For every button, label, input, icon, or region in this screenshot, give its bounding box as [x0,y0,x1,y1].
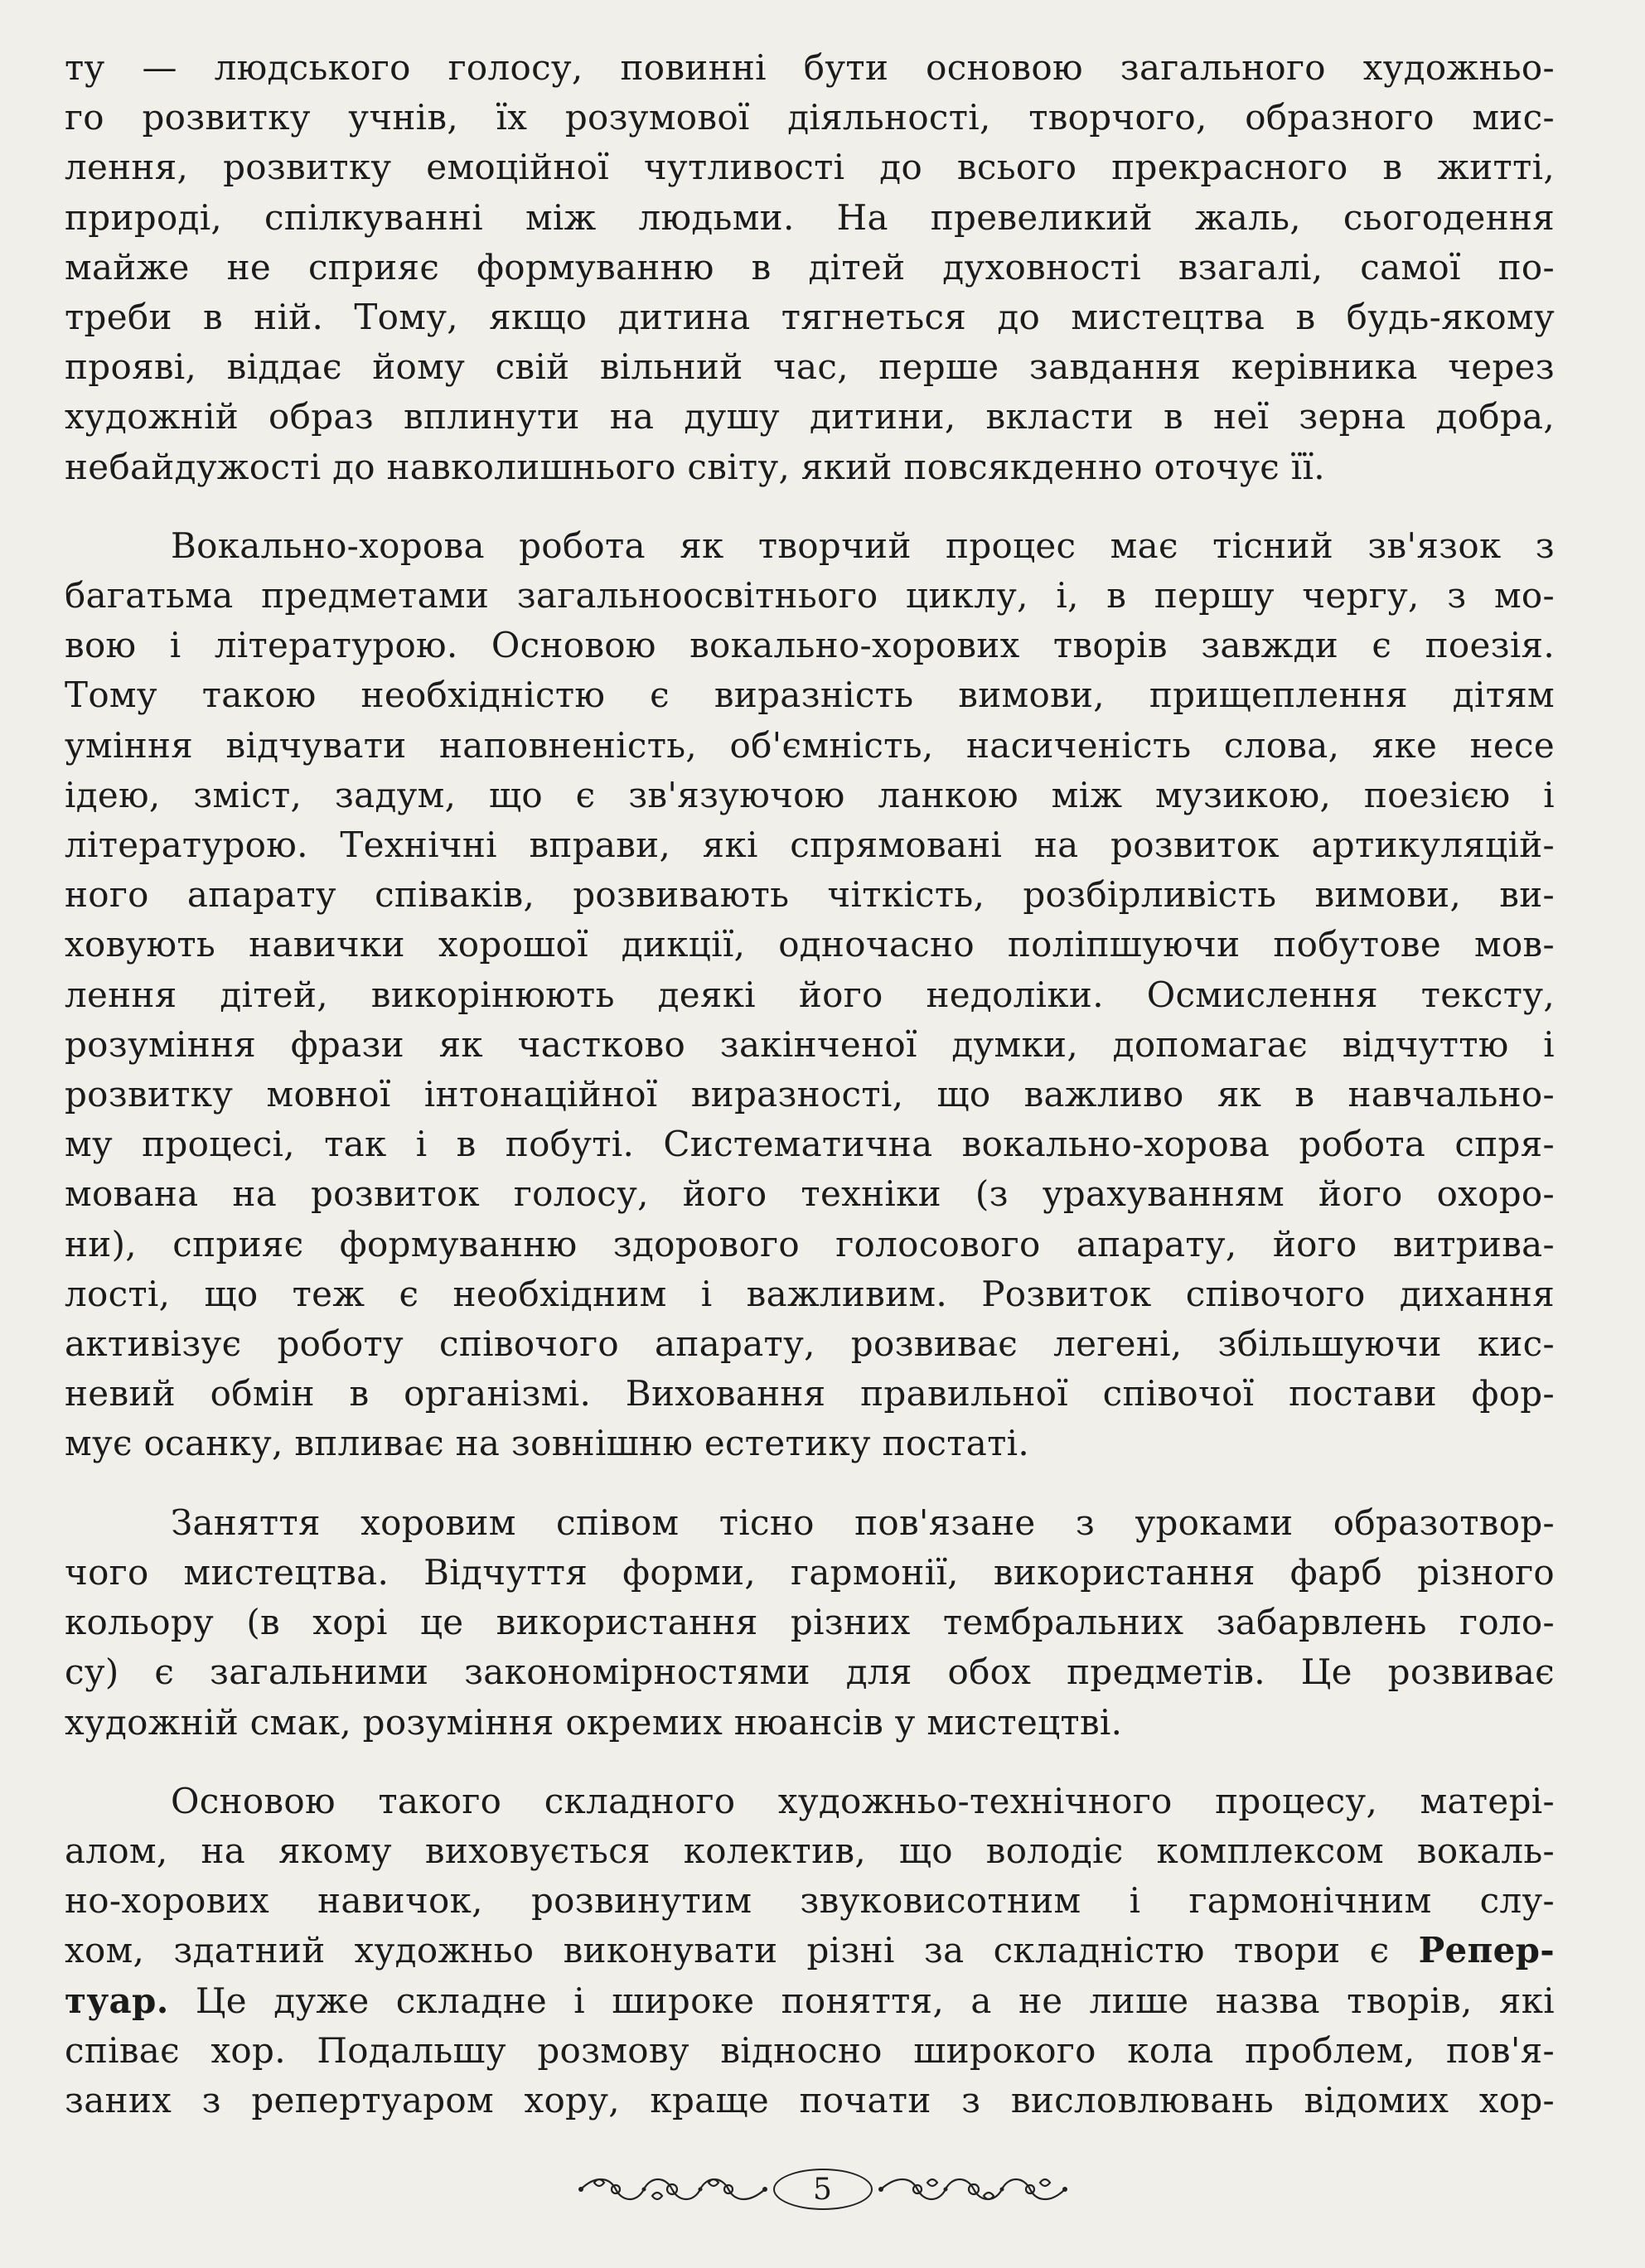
text-line: мована на розвиток голосу, його техніки (з урахуванням його охоро- [65,1173,1555,1215]
text-line: лості, що теж є необхідним і важливим. Розвиток співочого дихання [65,1273,1555,1314]
text-line: багатьма предметами загальноосвітнього циклу, і, в першу чергу, з мо- [65,575,1555,617]
paragraph-2 [65,521,1555,1469]
text-line: треби в ній. Тому, якщо дитина тягнеться до мистецтва в будь-якому [65,297,1555,338]
text-line: природі, спілкуванні між людьми. На превеликий жаль, сьогодення [65,196,1555,238]
text-line: ідею, зміст, задум, що є зв'язуючою ланкою між музикою, поезією і [65,774,1555,815]
text-line: літературою. Технічні вправи, які спрямовані на розвиток артикуляцій- [65,825,1555,866]
page-footer [0,2164,1645,2214]
decorative-scroll-icon [878,2171,1068,2208]
text-line: невий обмін в організмі. Виховання правильної співочої постави фор- [65,1373,1555,1414]
text-line: Основою такого складного художньо-технічного процесу, матері- [171,1780,1555,1821]
text-fragment: Це дуже складне і широке поняття, а не лише назва творів, які [168,1980,1555,2021]
paragraph-1 [65,43,1555,492]
repertoire-term-start: Репер- [1418,1930,1555,1971]
text-line: го розвитку учнів, їх розумової діяльності, творчого, образного мис- [65,97,1555,138]
text-line: ту — людського голосу, повинні бути основою загального художньо- [65,47,1555,88]
text-line: лення, розвитку емоційної чутливості до всього прекрасного в житті, [65,147,1555,188]
text-line: мує осанку, впливає на зовнішню естетику постаті. [65,1423,1030,1464]
text-line [65,1976,1555,2026]
text-line: художній образ вплинути на душу дитини, вкласти в неї зерна добра, [65,396,1555,438]
text-line: алом, на якому виховується колектив, що володіє комплексом вокаль- [65,1830,1555,1871]
text-line: чого мистецтва. Відчуття форми, гармонії, використання фарб різного [65,1551,1555,1593]
text-line: му процесі, так і в побуті. Систематична вокально-хорова робота спря- [65,1124,1555,1165]
text-line: розуміння фрази як частково закінченої думки, допомагає відчуттю і [65,1023,1555,1065]
text-line: співає хор. Подальшу розмову відносно широкого кола проблем, пов'я- [65,2029,1555,2071]
text-line: майже не сприяє формуванню в дітей духовності взагалі, самої по- [65,246,1555,288]
text-line: художній смак, розуміння окремих нюансів у мистецтві. [65,1701,1123,1743]
text-line: заних з репертуаром хору, краще почати з висловлювань відомих хор- [65,2079,1555,2121]
text-line: Тому такою необхідністю є виразність вимови, прищеплення дітям [65,675,1555,716]
text-line: кольору (в хорі це використання різних тембральних забарвлень голо- [65,1602,1555,1643]
text-line: уміння відчувати наповненість, об'ємність, насиченість слова, яке несе [65,724,1555,766]
text-line: су) є загальними закономірностями для обох предметів. Це розвиває [65,1651,1555,1693]
repertoire-term-end: туар. [65,1980,169,2021]
page-number: 5 [773,2169,873,2210]
text-line: ни), сприяє формуванню здорового голосового апарату, його витрива- [65,1223,1555,1265]
text-line: лення дітей, викорінюють деякі його недоліки. Осмислення тексту, [65,974,1555,1015]
text-line: ховують навички хорошої дикції, одночасно поліпшуючи побутове мов- [65,924,1555,965]
text-line: розвитку мовної інтонаційної виразності, що важливо як в навчально- [65,1074,1555,1115]
text-line: Вокально-хорова робота як творчий процес має тісний зв'язок з [171,525,1555,566]
text-fragment: хом, здатний художньо виконувати різні за складністю твори є [65,1930,1419,1971]
text-line: активізує роботу співочого апарату, розвиває легені, збільшуючи кис- [65,1323,1555,1365]
paragraph-4 [65,1777,1555,2125]
text-line: прояві, віддає йому свій вільний час, перше завдання керівника через [65,346,1555,388]
text-line: небайдужості до навколишнього світу, який повсякденно оточує її. [65,446,1325,487]
decorative-scroll-icon [578,2171,768,2208]
text-line [65,1926,1555,1975]
paragraph-3 [65,1498,1555,1748]
text-line: но-хорових навичок, розвинутим звуковисотним і гармонічним слу- [65,1880,1555,1922]
text-line: ного апарату співаків, розвивають чіткість, розбірливість вимови, ви- [65,874,1555,916]
page-text [65,43,1555,2125]
text-line: вою і літературою. Основою вокально-хорових творів завжди є поезія. [65,625,1555,666]
text-line: Заняття хоровим співом тісно пов'язане з уроками образотвор- [171,1502,1555,1543]
